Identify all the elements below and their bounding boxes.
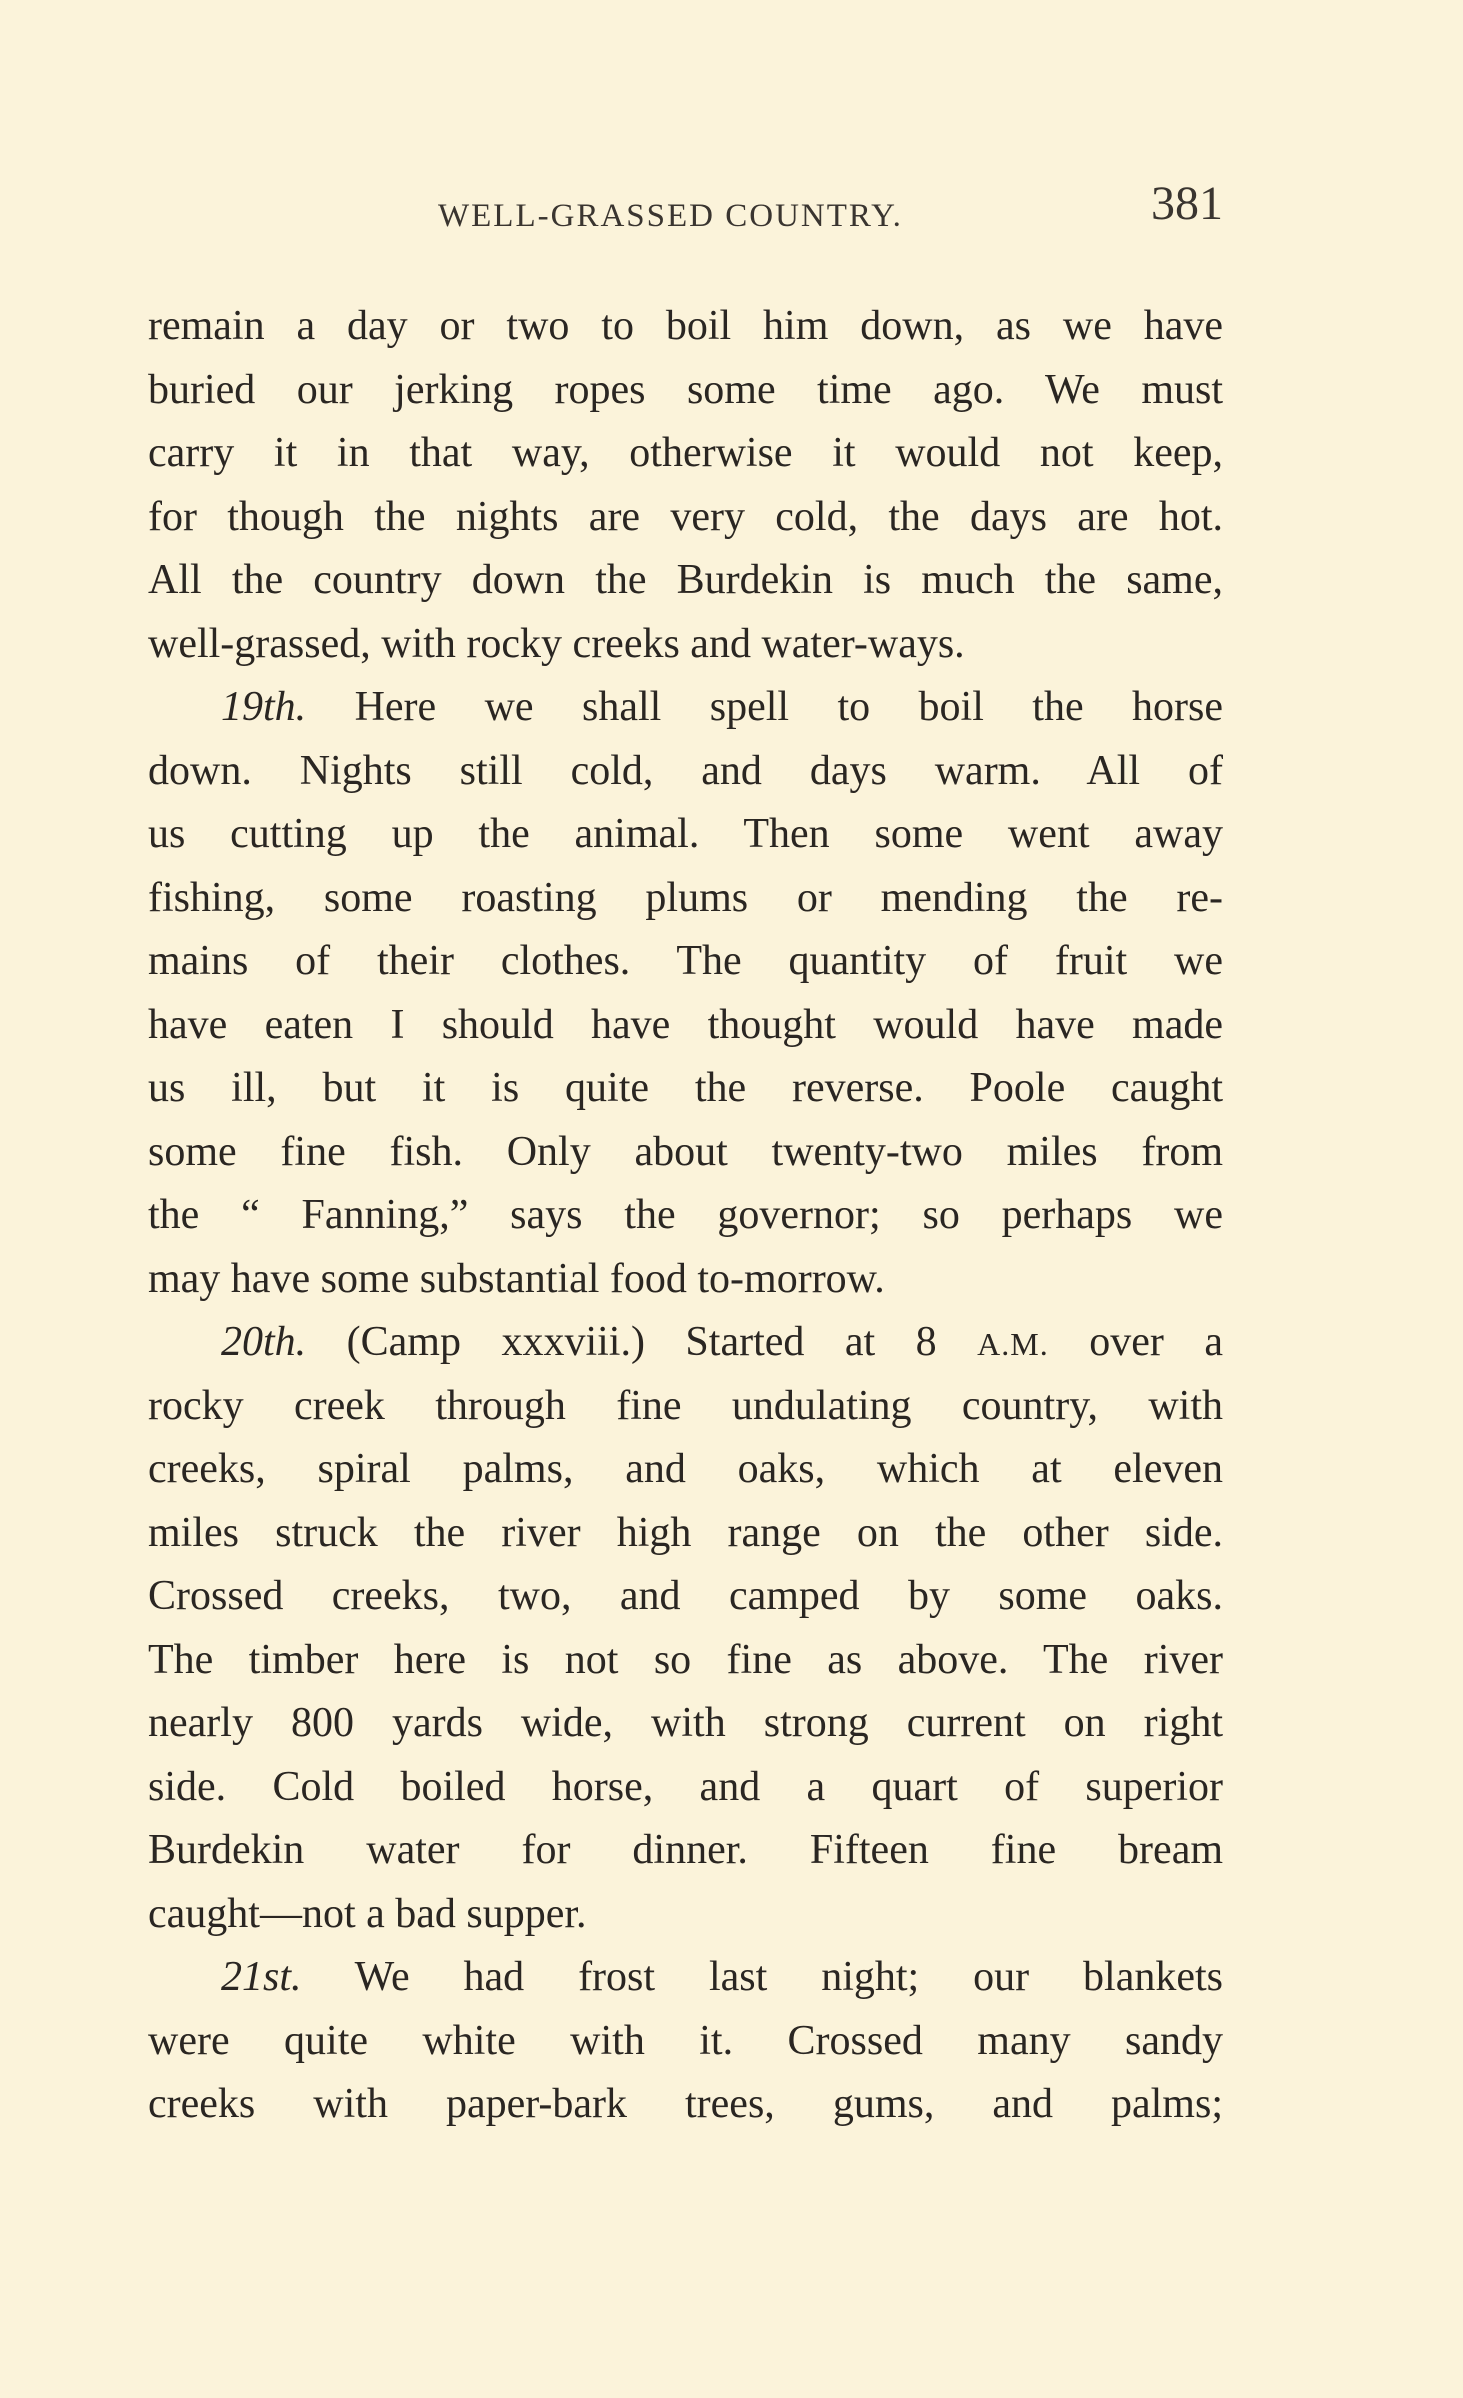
page-header: [148, 176, 1223, 246]
text-line: some fine fish. Only about twenty-two miles from: [148, 1128, 1223, 1175]
text-line: buried our jerking ropes some time ago. We must: [148, 366, 1223, 413]
text-line: remain a day or two to boil him down, as we have: [148, 303, 1223, 349]
text-line: side. Cold boiled horse, and a quart of superior: [148, 1763, 1223, 1810]
text-line: Burdekin water for dinner. Fifteen fine bream: [148, 1827, 1223, 1873]
text-line: carry it in that way, otherwise it would not keep,: [148, 430, 1223, 476]
text-line: down. Nights still cold, and days warm. All of: [148, 747, 1223, 794]
text-line-entry: [148, 676, 1223, 740]
text-line: may have some substantial food to-morrow.: [148, 1255, 885, 1302]
text-line: miles struck the river high range on the other side.: [148, 1509, 1223, 1556]
entry-date: 20th.: [221, 1319, 307, 1365]
entry-text: Here we shall spell to boil the horse: [306, 684, 1223, 730]
entry-date: 21st.: [221, 1954, 302, 2000]
text-line-entry: [148, 1946, 1223, 2010]
text-line: mains of their clothes. The quantity of fruit we: [148, 938, 1223, 984]
text-line-entry: [148, 1311, 1223, 1375]
text-line: well-grassed, with rocky creeks and water-ways.: [148, 620, 965, 667]
text-line: were quite white with it. Crossed many sandy: [148, 2017, 1223, 2064]
text-line: caught—not a bad supper.: [148, 1890, 587, 1937]
text-line: the “ Fanning,” says the governor; so perhaps we: [148, 1192, 1223, 1238]
entry-date: 19th.: [221, 684, 307, 730]
time-smallcaps: A.M.: [977, 1326, 1049, 1362]
text-line: creeks, spiral palms, and oaks, which at eleven: [148, 1446, 1223, 1492]
text-line: us cutting up the animal. Then some went away: [148, 811, 1223, 857]
entry-text: (Camp xxxviii.) Started at 8: [306, 1319, 978, 1365]
text-line: rocky creek through fine undulating country, with: [148, 1382, 1223, 1429]
text-line: nearly 800 yards wide, with strong current on right: [148, 1700, 1223, 1746]
body-text: [148, 295, 1223, 2137]
text-line: fishing, some roasting plums or mending the re-: [148, 874, 1223, 921]
text-line: All the country down the Burdekin is much the same,: [148, 557, 1223, 603]
entry-text-cont: over a: [1048, 1319, 1223, 1365]
text-line: have eaten I should have thought would have made: [148, 1001, 1223, 1048]
text-line: for though the nights are very cold, the days are hot.: [148, 493, 1223, 540]
text-line: us ill, but it is quite the reverse. Poole caught: [148, 1065, 1223, 1111]
entry-text: We had frost last night; our blankets: [301, 1954, 1223, 2000]
text-line: The timber here is not so fine as above. The river: [148, 1636, 1223, 1683]
text-line: Crossed creeks, two, and camped by some oaks.: [148, 1573, 1223, 1619]
text-line: creeks with paper-bark trees, gums, and palms;: [148, 2081, 1223, 2127]
page-number: 381: [1151, 177, 1223, 230]
running-head: WELL-GRASSED COUNTRY.: [438, 198, 903, 234]
